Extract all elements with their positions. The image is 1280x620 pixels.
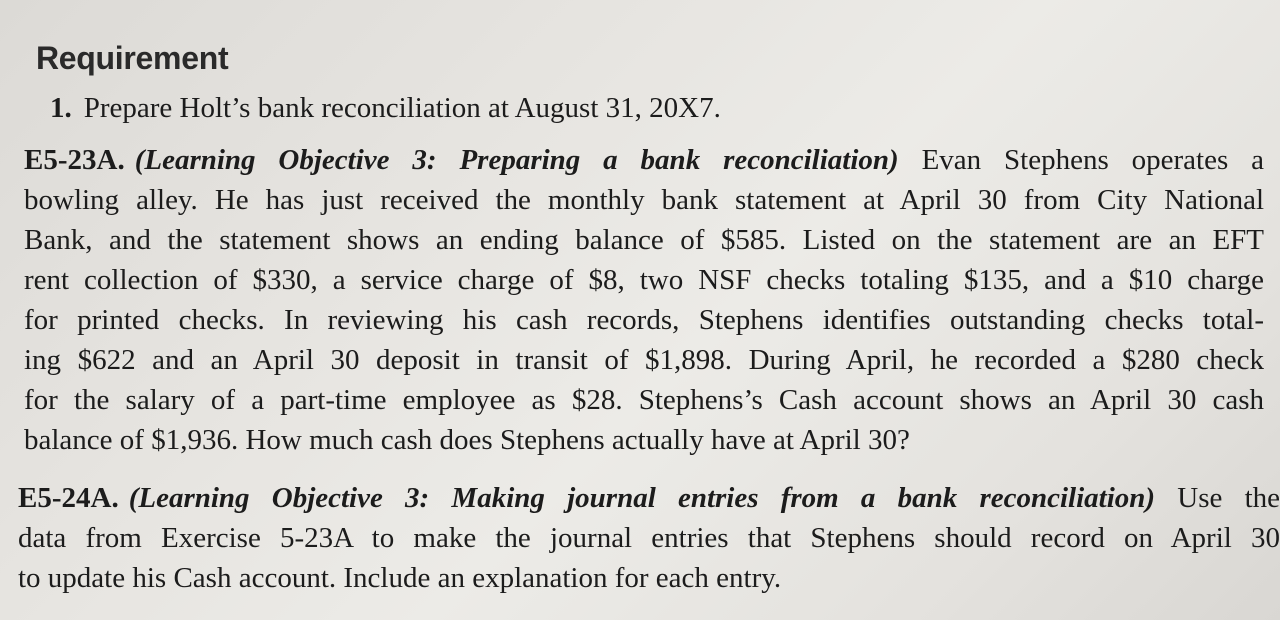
exercise-e5-24a-first-line-text: Use the — [1177, 482, 1280, 514]
exercise-e5-24a-title: (Learning Objective 3: Making journal entries from a bank reconciliation) — [128, 482, 1156, 514]
exercise-e5-23a-title: (Learning Objective 3: Preparing a bank reconciliation) — [134, 144, 899, 176]
requirement-heading: Requirement — [36, 40, 229, 76]
exercise-e5-24a-code: E5-24A. — [18, 482, 119, 514]
exercise-e5-23a-line: bowling alley. He has just received the monthly bank statement at April 30 from City National — [24, 184, 1264, 216]
exercise-e5-23a-line: rent collection of $330, a service charge of $8, two NSF checks totaling $135, and a $10 charge — [24, 264, 1264, 296]
exercise-e5-24a-line: data from Exercise 5-23A to make the journal entries that Stephens should record on April 30 — [18, 522, 1280, 554]
requirement-item-number: 1. — [50, 92, 72, 124]
exercise-e5-23a-line: balance of $1,936. How much cash does Stephens actually have at April 30? — [24, 424, 910, 456]
exercise-e5-23a-heading-line — [24, 140, 1264, 180]
exercise-e5-23a-line: Bank, and the statement shows an ending balance of $585. Listed on the statement are an EFT — [24, 224, 1264, 256]
requirement-item — [50, 90, 721, 126]
exercise-e5-23a-line: for the salary of a part-time employee as $28. Stephens’s Cash account shows an April 30 cash — [24, 384, 1264, 416]
exercise-e5-23a-line: for printed checks. In reviewing his cash records, Stephens identifies outstanding checks total- — [24, 304, 1264, 336]
exercise-e5-24a-line: to update his Cash account. Include an explanation for each entry. — [18, 562, 782, 594]
exercise-e5-23a-code: E5-23A. — [24, 144, 125, 176]
exercise-e5-23a-line: ing $622 and an April 30 deposit in transit of $1,898. During April, he recorded a $280 check — [24, 344, 1264, 376]
exercise-e5-23a — [24, 140, 1264, 460]
requirement-item-text: Prepare Holt’s bank reconciliation at August 31, 20X7. — [83, 92, 721, 124]
exercise-e5-24a — [18, 478, 1280, 598]
exercise-e5-23a-first-line-text: Evan Stephens operates a — [921, 144, 1264, 176]
exercise-e5-24a-heading-line — [18, 478, 1280, 518]
